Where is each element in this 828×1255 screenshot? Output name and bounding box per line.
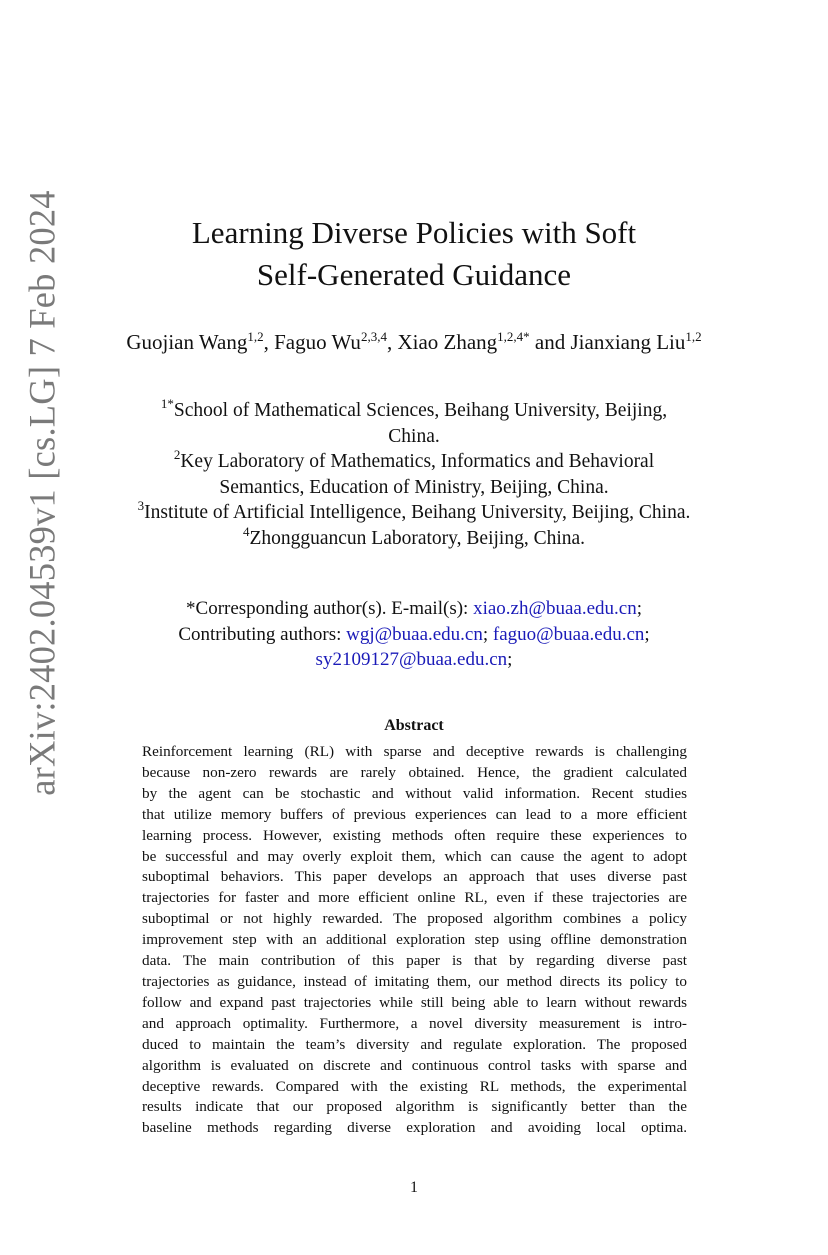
abstract-heading: Abstract xyxy=(384,717,444,734)
affiliation-text: Semantics, Education of Ministry, Beijing, China. xyxy=(219,476,609,498)
abstract-line: Reinforcement learning (RL) with sparse and deceptive rewards is challenging xyxy=(142,743,687,760)
affiliation-text: China. xyxy=(388,425,440,447)
author-separator: , xyxy=(263,330,275,354)
abstract-line: trajectories for faster and more efficient online RL, even if these trajectories are xyxy=(142,889,687,907)
abstract-line: that utilize memory buffers of previous experiences can lead to a more efficient xyxy=(142,805,687,823)
separator: ; xyxy=(636,598,642,619)
affiliation-mark: 3 xyxy=(137,498,145,513)
affiliation xyxy=(100,500,728,526)
email-link[interactable]: faguo@buaa.edu.cn xyxy=(492,623,645,645)
author-separator: and xyxy=(529,330,571,354)
author-separator: , xyxy=(386,330,398,354)
contributing-label: Contributing authors: xyxy=(178,623,347,645)
affiliation-text: School of Mathematical Sciences, Beihang University, Beijing, xyxy=(173,400,668,421)
contributing-authors-line xyxy=(110,622,718,648)
arxiv-identifier: arXiv:2402.04539v1 [cs.LG] 7 Feb 2024 xyxy=(21,190,63,796)
author-affiliation-mark: 1,2,4* xyxy=(497,329,530,344)
affiliation xyxy=(100,449,728,475)
email-link[interactable]: wgj@buaa.edu.cn xyxy=(346,623,483,645)
abstract-line: be successful and may overly exploit them, which can cause the agent to adopt xyxy=(142,847,687,865)
abstract-line: because non-zero rewards are rarely obtained. Hence, the gradient calculated xyxy=(142,763,687,781)
abstract-line: trajectories as guidance, instead of imitating them, our method directs its policy to xyxy=(142,972,687,990)
author-name: Guojian Wang xyxy=(126,330,248,354)
separator: ; xyxy=(507,649,513,670)
abstract-line: learning process. However, existing methods often require these experiences to xyxy=(142,826,687,844)
affiliation-text: Institute of Artificial Intelligence, Beihang University, Beijing, China. xyxy=(144,502,691,523)
abstract-line: by the agent can be stochastic and without valid information. Recent studies xyxy=(142,784,687,802)
page-number: 1 xyxy=(410,1179,418,1196)
author-affiliation-mark: 2,3,4 xyxy=(360,329,387,344)
affiliation-text: Zhongguancun Laboratory, Beijing, China. xyxy=(249,527,586,549)
separator: ; xyxy=(482,623,489,645)
abstract-line: data. The main contribution of this paper is that by regarding diverse past xyxy=(142,952,687,970)
author-affiliation-mark: 1,2 xyxy=(247,329,264,344)
corresponding-label: *Corresponding author(s). E-mail(s): xyxy=(186,598,474,619)
author-name: Xiao Zhang xyxy=(397,330,498,354)
abstract-body xyxy=(142,742,687,1139)
author-name: Faguo Wu xyxy=(274,330,361,354)
affiliation xyxy=(100,523,728,552)
affiliation-text: Key Laboratory of Mathematics, Informatics and Behavioral xyxy=(180,451,655,472)
author-affiliation-mark: 1,2 xyxy=(685,329,702,344)
abstract-line: results indicate that our proposed algorithm is significantly better than the xyxy=(142,1098,687,1116)
paper-title xyxy=(0,212,828,296)
affiliation-list xyxy=(100,398,728,551)
abstract-line: duced to maintain the team’s diversity and regulate exploration. The proposed xyxy=(142,1035,687,1053)
affiliation-mark: 2 xyxy=(173,447,181,462)
affiliation-mark: 4 xyxy=(242,523,250,539)
title-line: Learning Diverse Policies with Soft xyxy=(191,215,637,250)
title-line: Self-Generated Guidance xyxy=(256,257,572,292)
author-list xyxy=(110,328,718,356)
abstract-line: algorithm is evaluated on discrete and continuous control tasks with sparse and xyxy=(142,1056,687,1074)
abstract-line: follow and expand past trajectories while still being able to learn without rewards xyxy=(142,993,687,1011)
separator: ; xyxy=(644,623,650,645)
abstract-line: suboptimal or not highly rewarded. The proposed algorithm combines a policy xyxy=(142,910,687,928)
email-link[interactable]: xiao.zh@buaa.edu.cn xyxy=(473,598,637,619)
abstract-line: suboptimal behaviors. This paper develops an approach that uses diverse past xyxy=(142,868,687,886)
abstract-line: improvement step with an additional exploration step using offline demonstration xyxy=(142,931,687,949)
abstract-line: deceptive rewards. Compared with the existing RL methods, the experimental xyxy=(142,1077,687,1095)
affiliation xyxy=(100,398,728,424)
contributing-authors-line xyxy=(110,647,718,673)
contact-info xyxy=(110,596,718,673)
author-name: Jianxiang Liu xyxy=(570,330,686,354)
email-link[interactable]: sy2109127@buaa.edu.cn xyxy=(315,649,508,670)
corresponding-author-line xyxy=(110,596,718,622)
abstract-line: baseline methods regarding diverse exploration and avoiding local optima. xyxy=(142,1119,687,1137)
affiliation-mark: 1* xyxy=(160,396,174,411)
abstract-line: and approach optimality. Furthermore, a novel diversity measurement is intro- xyxy=(142,1014,687,1032)
